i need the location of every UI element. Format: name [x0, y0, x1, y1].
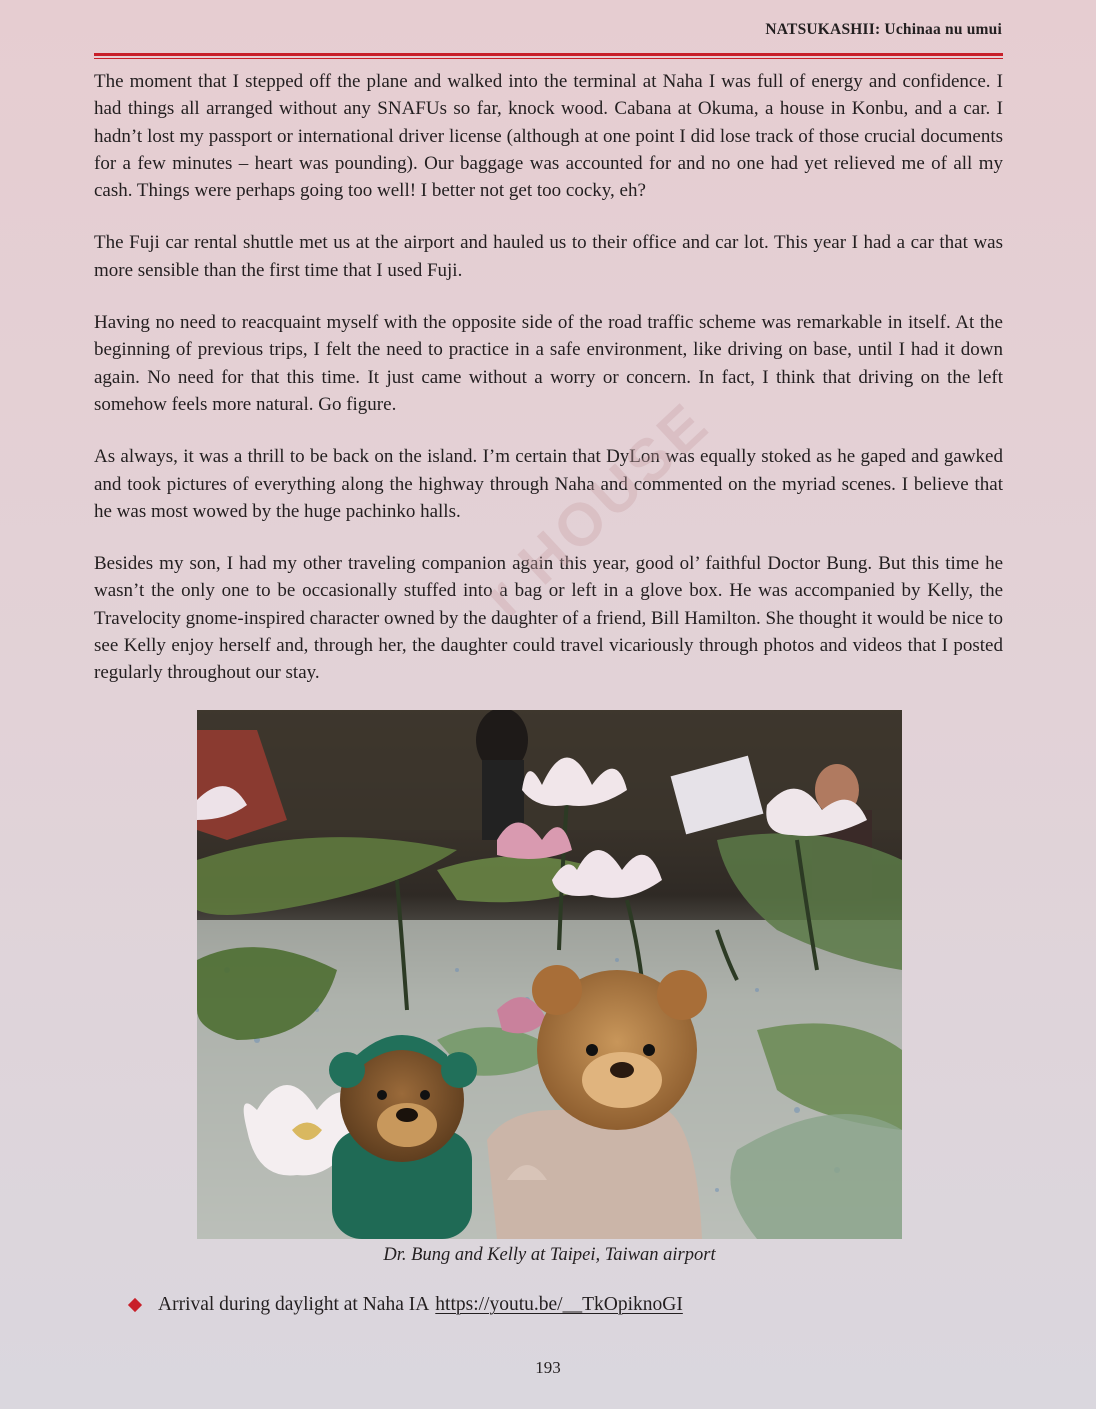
photo-bears-taipei — [197, 710, 902, 1239]
photo-caption: Dr. Bung and Kelly at Taipei, Taiwan airport — [383, 1245, 716, 1265]
watermark: r HOUSE — [470, 388, 723, 630]
header-rule-thin — [94, 58, 1003, 59]
bullet-text: Arrival during daylight at Naha IA — [158, 1294, 430, 1315]
bear-doctor-bung — [329, 1035, 477, 1239]
video-bullet — [130, 1294, 683, 1316]
running-header: NATSUKASHII: Uchinaa nu umui — [765, 21, 1002, 38]
paragraph-driving: Having no need to reacquaint myself with the opposite side of the road traffic scheme was remarkable in itself. At the beginning of previous trips, I felt the need to practice in a safe environment, like driving on base, until I had it down again. No need for that this time. It just came without a worry or concern. In fact, I think that driving on the left somehow feels more natural. Go figure. — [94, 312, 1003, 415]
video-link[interactable]: https://youtu.be/__TkOpiknoGI — [435, 1294, 683, 1315]
paragraph-arrival: The moment that I stepped off the plane and walked into the terminal at Naha I was full of energy and confidence. I had things all arranged without any SNAFUs so far, knock wood. Cabana at Okuma, a house in Konbu, and a car. I hadn’t lost my passport or international driver license (although at one point I did lose track of those crucial documents for a few minutes – heart was pounding). Our baggage was accounted for and no one had yet relieved me of all my cash. Things were perhaps going too well! I better not get too cocky, eh? — [94, 71, 1003, 202]
header-rule-thick — [94, 53, 1003, 56]
page-number: 193 — [535, 1358, 561, 1377]
body-text — [94, 68, 1003, 712]
paragraph-island: As always, it was a thrill to be back on the island. I’m certain that DyLon was equally stoked as he gaped and gawked and took pictures of everything along the highway through Naha and commented on the myriad scenes. I believe that he was most wowed by the huge pachinko halls. — [94, 446, 1003, 522]
photo-illustration — [197, 710, 902, 1239]
paragraph-car-rental: The Fuji car rental shuttle met us at the airport and hauled us to their office and car lot. This year I had a car that was more sensible than the first time that I used Fuji. — [94, 232, 1003, 281]
paragraph-companions: Besides my son, I had my other traveling companion again this year, good ol’ faithful Doctor Bung. But this time he wasn’t the only one to be occasionally stuffed into a bag or left in a glove box. He was accompanied by Kelly, the Travelocity gnome-inspired character owned by the daughter of a friend, Bill Hamilton. She thought it would be nice to see Kelly enjoy herself and, through her, the daughter could travel vicariously through photos and videos that I posted regularly throughout our stay. — [94, 553, 1003, 684]
bullet-diamond-icon — [128, 1298, 142, 1312]
